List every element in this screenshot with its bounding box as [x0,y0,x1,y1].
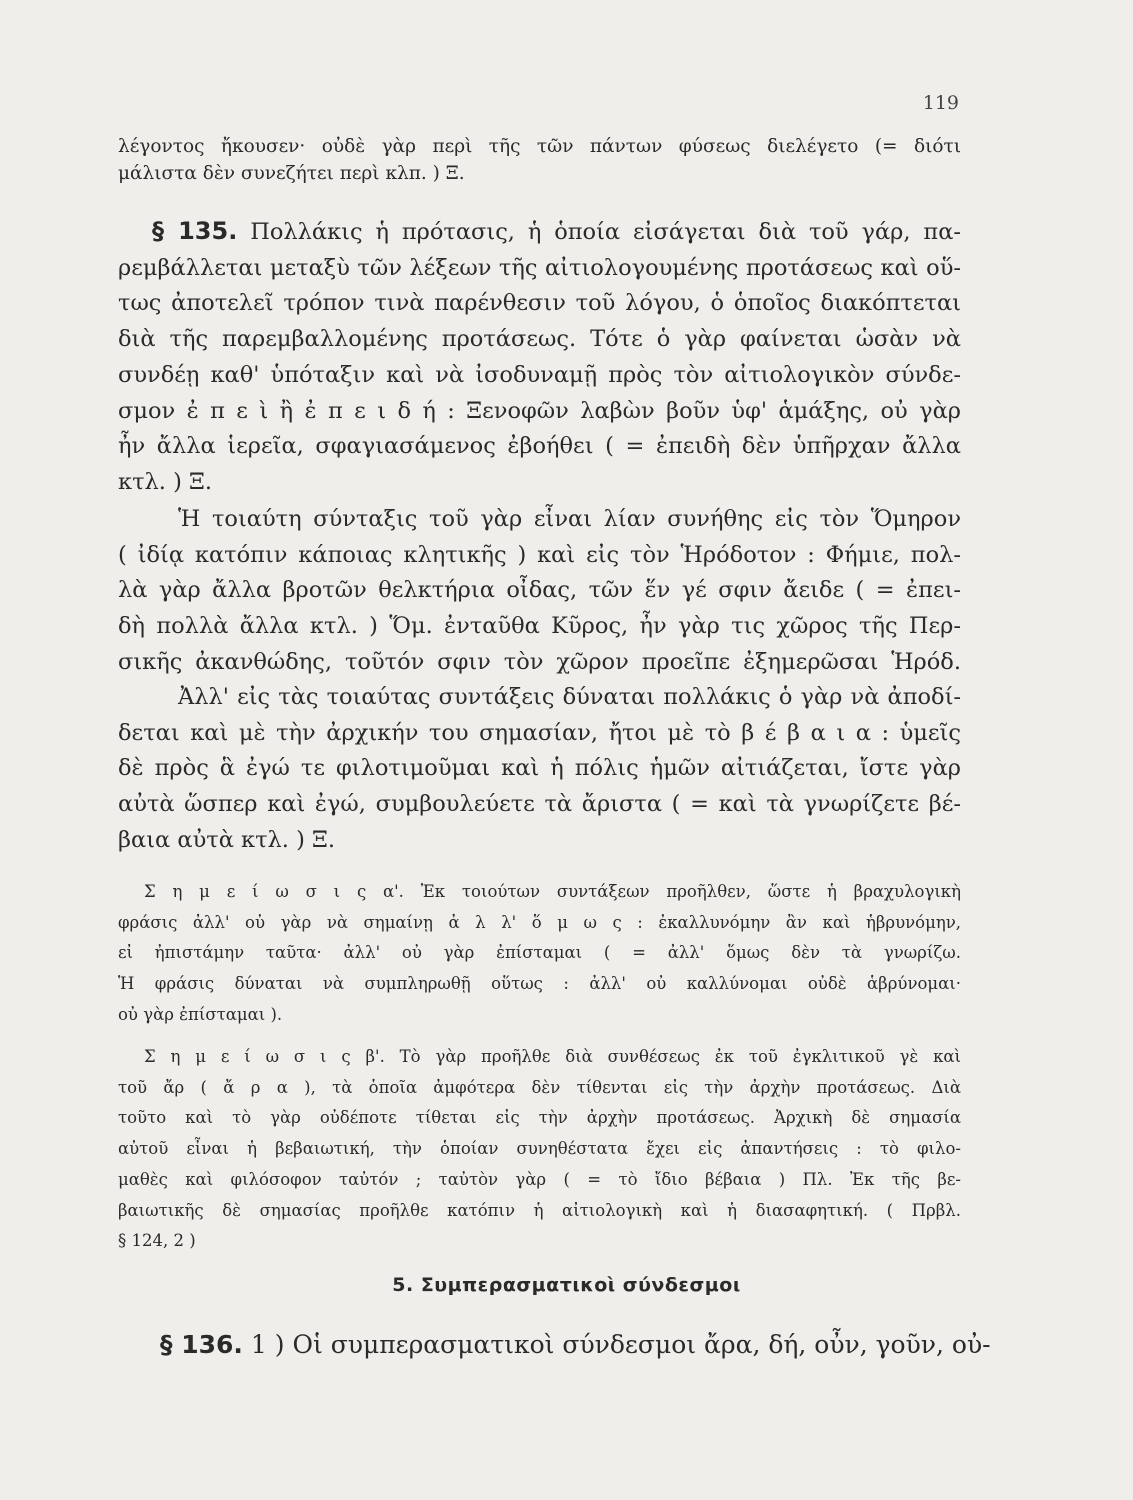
text-line: τοῦτο καὶ τὸ γὰρ οὐδέποτε τίθεται εἰς τὴν ἀρχὴν προτάσεως. Ἀρχικὴ δὲ σημασία [118,1108,961,1128]
intro-paragraph [118,133,961,187]
text-line: μαθὲς καὶ φιλόσοφον ταὐτόν ; ταὐτὸν γὰρ ( = τὸ ἴδιο βέβαια ) Πλ. Ἐκ τῆς βε- [118,1169,961,1189]
text-line: τως ἀποτελεῖ τρόπον τινὰ παρένθεσιν τοῦ λόγου, ὁ ὁποῖος διακόπτεται [118,290,961,317]
text-line: Σ η μ ε ί ω σ ι ς β'. Τὸ γὰρ προῆλθε διὰ συνθέσεως ἐκ τοῦ ἐγκλιτικοῦ γὲ καὶ [144,1047,961,1066]
text-line: μάλιστα δὲν συνεζήτει περὶ κλπ. ) Ξ. [118,163,465,184]
text-line: 1 ) Οἱ συμπερασματικοὶ σύνδεσμοι ἄρα, δή, οὖν, γοῦν, οὐ- [250,1330,991,1359]
paragraph-homer [118,502,961,681]
section-heading: 5. Συμπερασματικοὶ σύνδεσμοι [392,1274,741,1296]
text-line: τοῦ ἄρ ( ἄ ρ α ), τὰ ὁποῖα ἀμφότερα δὲν τίθενται εἰς τὴν ἀρχὴν προτάσεως. Διὰ [118,1077,961,1097]
text-line: Ἀλλ' εἰς τὰς τοιαύτας συντάξεις δύναται πολλάκις ὁ γὰρ νὰ ἀποδί- [178,684,961,710]
text-line: Πολλάκις ἡ πρότασις, ἡ ὁποία εἰσάγεται διὰ τοῦ γάρ, πα- [250,219,961,245]
section-number: § 136. [160,1330,243,1359]
text-line: αὐτοῦ εἶναι ἡ βεβαιωτική, τὴν ὁποίαν συνηθέστατα ἔχει εἰς ἀπαντήσεις : τὸ φιλο- [118,1139,961,1159]
section-number: § 135. [152,217,238,245]
text-line: βαιωτικῆς δὲ σημασίας προῆλθε κατόπιν ἡ αἰτιολογικὴ καὶ ἡ διασαφητική. ( Πρβλ. [118,1200,961,1220]
text-line: αὐτὰ ὥσπερ καὶ ἐγώ, συμβουλεύετε τὰ ἄριστα ( = καὶ τὰ γνωρίζετε βέ- [118,791,961,818]
text-line: § 124, 2 ) [118,1231,196,1251]
text-line: σικῆς ἀκανθώδης, τοῦτόν σφιν τὸν χῶρον προεῖπε ἐξημερῶσαι Ἡρόδ. [118,648,961,675]
text-line: λέγοντος ἤκουσεν· οὐδὲ γὰρ περὶ τῆς τῶν πάντων φύσεως διελέγετο (= διότι [118,136,961,157]
text-line: βαια αὐτὰ κτλ. ) Ξ. [118,826,336,853]
text-line: ρεμβάλλεται μεταξὺ τῶν λέξεων τῆς αἰτιολογουμένης προτάσεως καὶ οὕ- [118,254,961,281]
text-line: δὲ πρὸς ἃ ἐγώ τε φιλοτιμοῦμαι καὶ ἡ πόλις ἡμῶν αἰτιάζεται, ἴστε γὰρ [118,755,961,782]
text-line: σμον ἐ π ε ὶ ἢ ἐ π ε ι δ ή : Ξενοφῶν λαβὼν βοῦν ὑφ' ἁμάξης, οὐ γὰρ [118,397,961,424]
section-135 [118,214,961,501]
note-b [118,1042,961,1257]
text-line: δεται καὶ μὲ τὴν ἀρχικήν του σημασίαν, ἤτοι μὲ τὸ β έ β α ι α : ὑμεῖς [118,719,961,746]
text-line: δὴ πολλὰ ἄλλα κτλ. ) Ὅμ. ἐνταῦθα Κῦρος, ἦν γὰρ τις χῶρος τῆς Περ- [118,613,961,640]
text-line: συνδέῃ καθ' ὑπόταξιν καὶ νὰ ἰσοδυναμῇ πρὸς τὸν αἰτιολογικὸν σύνδε- [118,361,961,388]
section-136 [160,1330,991,1359]
text-line: ἦν ἄλλα ἱερεῖα, σφαγιασάμενος ἐβοήθει ( = ἐπειδὴ δὲν ὑπῆρχαν ἄλλα [118,433,961,460]
section-135-first-line [118,214,961,251]
text-line: κτλ. ) Ξ. [118,468,212,495]
text-line: Ἡ τοιαύτη σύνταξις τοῦ γὰρ εἶναι λίαν συνήθης εἰς τὸν Ὅμηρον [178,506,961,532]
text-line: λὰ γὰρ ἄλλα βροτῶν θελκτήρια οἶδας, τῶν ἕν γέ σφιν ἄειδε ( = ἐπει- [118,577,961,604]
text-line: διὰ τῆς παρεμβαλλομένης προτάσεως. Τότε ὁ γὰρ φαίνεται ὡσὰν νὰ [118,326,961,353]
text-line: εἰ ἠπιστάμην ταῦτα· ἀλλ' οὐ γὰρ ἐπίσταμαι ( = ἀλλ' ὅμως δὲν τὰ γνωρίζω. [118,943,961,963]
text-line: ( ἰδίᾳ κατόπιν κάποιας κλητικῆς ) καὶ εἰς τὸν Ἡρόδοτον : Φήμιε, πολ- [118,541,961,568]
text-line: οὐ γὰρ ἐπίσταμαι ). [118,1004,283,1024]
note-a [118,877,961,1031]
paragraph-confirmative [118,680,961,859]
text-line: φράσις ἀλλ' οὐ γὰρ νὰ σημαίνῃ ἀ λ λ' ὅ μ ω ς : ἐκαλλυνόμην ἂν καὶ ἡβρυνόμην, [118,912,961,932]
text-line: Σ η μ ε ί ω σ ι ς α'. Ἐκ τοιούτων συντάξεων προῆλθεν, ὥστε ἡ βραχυλογικὴ [144,882,961,901]
text-line: Ἡ φράσις δύναται νὰ συμπληρωθῇ οὕτως : ἀλλ' οὐ καλλύνομαι οὐδὲ ἁβρύνομαι· [118,974,961,994]
page-number: 119 [922,92,959,114]
